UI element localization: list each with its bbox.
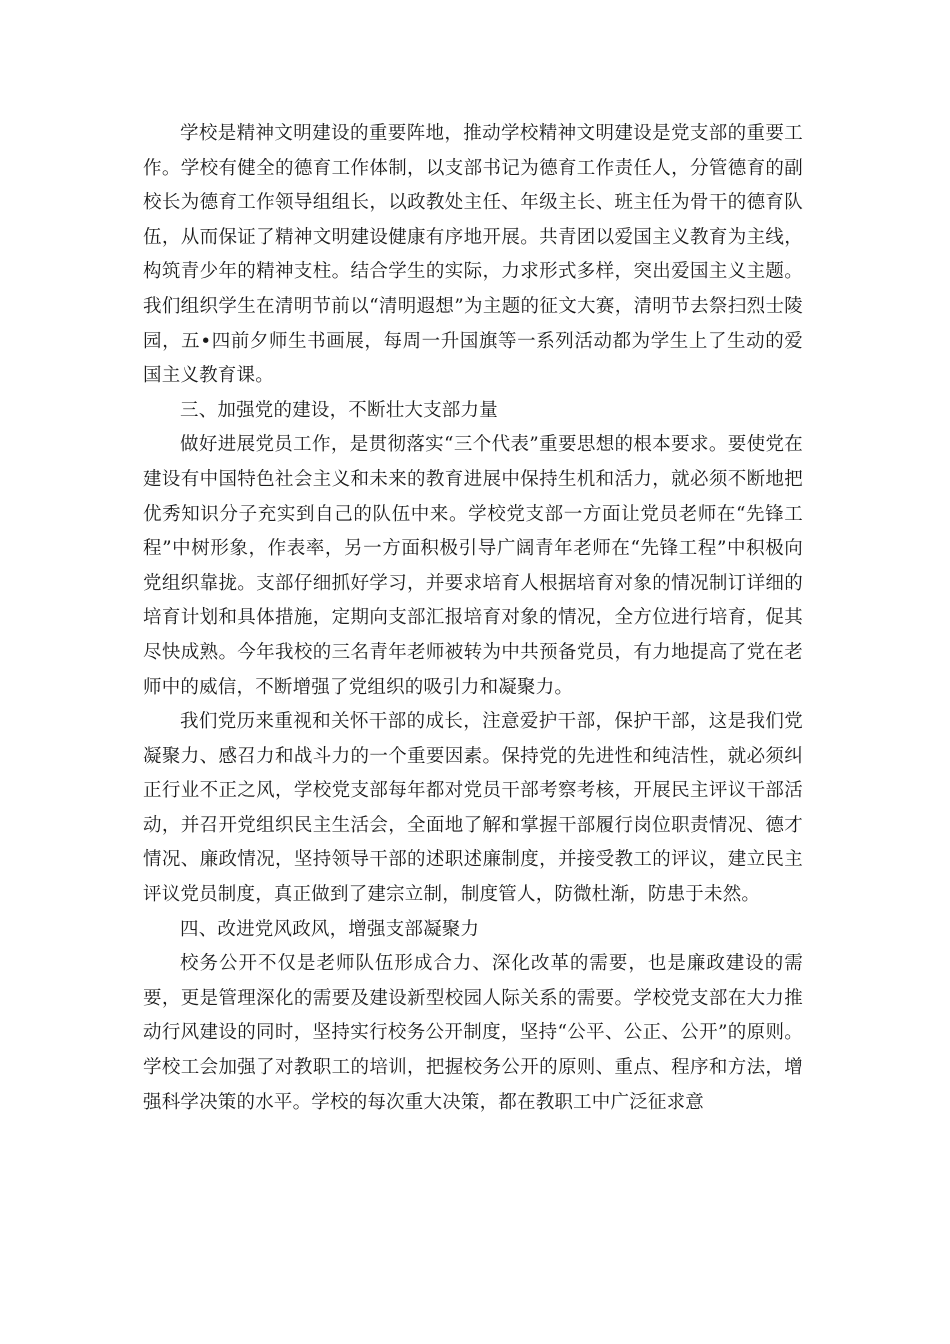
paragraph-spiritual-civilization: 学校是精神文明建设的重要阵地，推动学校精神文明建设是党支部的重要工作。学校有健全的德育工作体制，以支部书记为德育工作责任人，分管德育的副校长为德育工作领导组组长，以政教处主任、年级主长、班主任为骨干的德育队伍，从而保证了精神文明建设健康有序地开展。共青团以爱国主义教育为主线，构筑青少年的精神支柱。结合学生的实际，力求形式多样，突出爱国主义主题。我们组织学生在清明节前以“清明遐想”为主题的征文大赛，清明节去祭扫烈士陵园，五•四前夕师生书画展，每周一升国旗等一系列活动都为学生上了生动的爱国主义教育课。 xyxy=(143,123,803,387)
section-heading-party-building: 三、加强党的建设，不断壮大支部力量 xyxy=(180,399,498,421)
paragraph-school-affairs-openness: 校务公开不仅是老师队伍形成合力、深化改革的需要，也是廉政建设的需要，更是管理深化的需要及建设新型校园人际关系的需要。学校党支部在大力推动行风建设的同时，坚持实行校务公开制度，坚持“公平、公正、公开”的原则。学校工会加强了对教职工的培训，把握校务公开的原则、重点、程序和方法，增强科学决策的水平。学校的每次重大决策，都在教职工中广泛征求意 xyxy=(143,953,803,1113)
document-body xyxy=(143,117,803,1120)
section-heading-party-style: 四、改进党风政风，增强支部凝聚力 xyxy=(180,918,480,940)
paragraph-cadre-care: 我们党历来重视和关怀干部的成长，注意爱护干部，保护干部，这是我们党凝聚力、感召力和战斗力的一个重要因素。保持党的先进性和纯洁性，就必须纠正行业不正之风，学校党支部每年都对党员干部考察考核，开展民主评议干部活动，并召开党组织民主生活会，全面地了解和掌握干部履行岗位职责情况、德才情况、廉政情况，坚持领导干部的述职述廉制度，并接受教工的评议，建立民主评议党员制度，真正做到了建宗立制，制度管人，防微杜渐，防患于未然。 xyxy=(143,711,803,906)
paragraph-party-member-development: 做好进展党员工作，是贯彻落实“三个代表”重要思想的根本要求。要使党在建设有中国特色社会主义和未来的教育进展中保持生机和活力，就必须不断地把优秀知识分子充实到自己的队伍中来。学校党支部一方面让党员老师在“先锋工程”中树形象，作表率，另一方面积极引导广阔青年老师在“先锋工程”中积极向党组织靠拢。支部仔细抓好学习，并要求培育人根据培育对象的情况制订详细的培育计划和具体措施，定期向支部汇报培育对象的情况，全方位进行培育，促其尽快成熟。今年我校的三名青年老师被转为中共预备党员，有力地提高了党在老师中的威信，不断增强了党组织的吸引力和凝聚力。 xyxy=(143,434,803,698)
